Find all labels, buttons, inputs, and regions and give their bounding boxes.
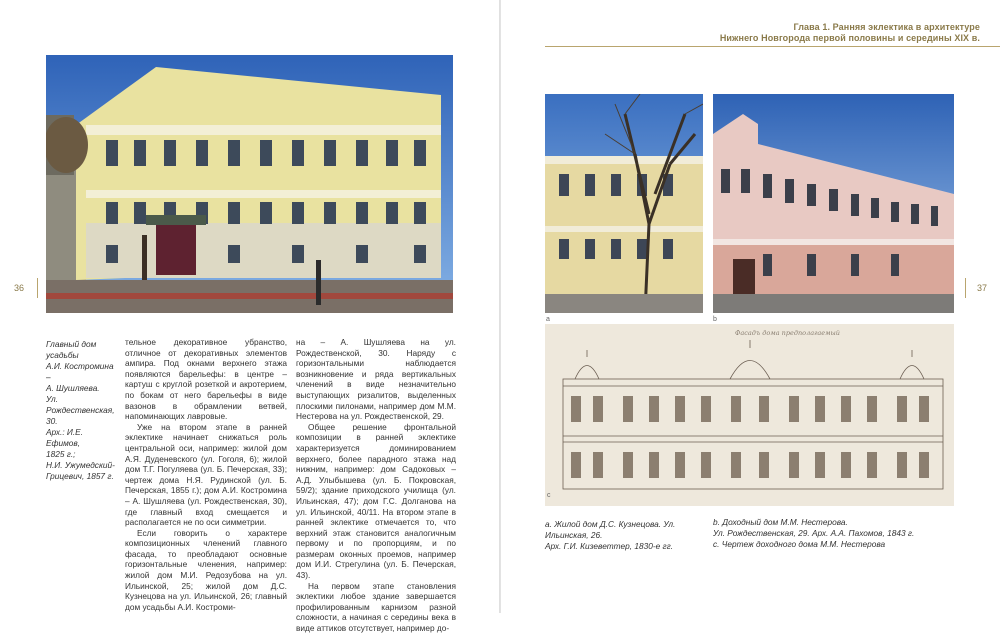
running-head-line2: Нижнего Новгорода первой половины и середины XIX в. xyxy=(719,33,980,43)
drawing-c xyxy=(545,324,954,506)
photo-b-image xyxy=(713,94,954,313)
column2-paragraph: на – А. Шушляева на ул. Рождественской, 30. Наряду с горизонтальными наблюдается возникновение и ряда вертикальных членений в виде незначительно выступающих ризалитов, выделенных плоскими пилонами, например дом М.М. Нестерова на ул. Рождественской, 29. xyxy=(296,337,456,422)
label-c: c xyxy=(547,492,551,499)
text-column-1 xyxy=(125,337,287,612)
column1-paragraph: Уже на втором этапе в ранней эклектике начинает снижаться роль центральной оси, например: жилой дом А.Я. Дуденевского (ул. Гоголя, 6); жилой дом Т.Г. Погуляева (ул. Б. Печерская, 33); чертеж дома Н.Я. Рудинской (ул. Б. Печерская, 1855 г.); дом А.И. Костромина – А. Шушляева (ул. Рождественская, 30), где главный вход смещается и располагается не по оси симметрии. xyxy=(125,421,287,528)
column2-paragraph: На первом этапе становления эклектики любое здание завершается профилированным карнизом разной сложности, а начиная с середины века в виде аттиков отсутствует, например до- xyxy=(296,580,456,634)
page-number-right: 37 xyxy=(977,283,988,293)
column1-paragraph: Если говорить о характере композиционных членений главного фасада, то преобладают основные горизонтальные членения, например: жилой дом М.И. Редозубова на ул. Ильинской, 25; жилой дом Д.С. Кузнецова на ул. Ильинской, 26; главный дом усадьбы А.И. Костроми- xyxy=(125,527,287,612)
page-number-rule-left xyxy=(37,278,38,298)
column2-paragraph: Общее решение фронтальной композиции в ранней эклектике характеризуется доминированием верхнего, более парадного этажа над нижним, например: дом Садоковых – А.Д. Улыбышева (ул. Б. Покровская, 59/2); здание приходского училища (ул. Ильинская, 47); дом Г.С. Долганова на ул. Ильинской, 40/11. На втором этапе в ранней эклектике отмечается то, что верхний этаж становится аналогичным первому и по пропорциям, и по размерам оконных проемов, например дом И.И. Стрегулина (ул. Б. Печерская, 43). xyxy=(296,421,456,581)
main-photo-image xyxy=(46,55,453,313)
running-head-line1: Глава 1. Ранняя эклектика в архитектуре xyxy=(793,22,980,32)
caption-b-c: b. Доходный дом М.М. Нестерова. Ул. Рождественская, 29. Арх. А.А. Пахомов, 1843 г. c. Чертеж доходного дома М.М. Нестерова xyxy=(713,517,915,549)
label-a: a xyxy=(546,316,550,323)
column1-paragraph: тельное декоративное убранство, отличное от декоративных элементов ампира. Под окнами верхнего этажа появляются барельефы: в центре – картуш с круглой розеткой и акротерием, по бокам от него барельефы в виде вазонов в обрамлении ветвей, напоминающих лавровые. xyxy=(125,337,287,422)
text-column-2 xyxy=(296,337,456,634)
running-head-rule xyxy=(545,46,1000,47)
label-b: b xyxy=(713,316,717,323)
photo-a-image xyxy=(545,94,703,313)
photo-a xyxy=(545,94,703,313)
caption-a: a. Жилой дом Д.С. Кузнецова. Ул. Ильинская, 26. Арх. Г.И. Кизеветтер, 1830-е гг. xyxy=(545,519,676,551)
main-photo-caption: Главный дом усадьбы А.И. Костромина – А. Шушляева. Ул. Рождественская, 30. Арх.: И.Е. Ефимов, 1825 г.; Н.И. Ужумедский- Грицевич, 1857 г. xyxy=(46,339,115,481)
running-head xyxy=(720,22,980,44)
main-photo xyxy=(46,55,453,313)
page-number-left: 36 xyxy=(14,283,25,293)
book-gutter xyxy=(499,0,501,613)
page-number-rule-right xyxy=(965,278,966,298)
drawing-c-image xyxy=(545,324,954,506)
drawing-title: Фасадъ дома предполагаемый xyxy=(735,329,840,337)
photo-b xyxy=(713,94,954,313)
